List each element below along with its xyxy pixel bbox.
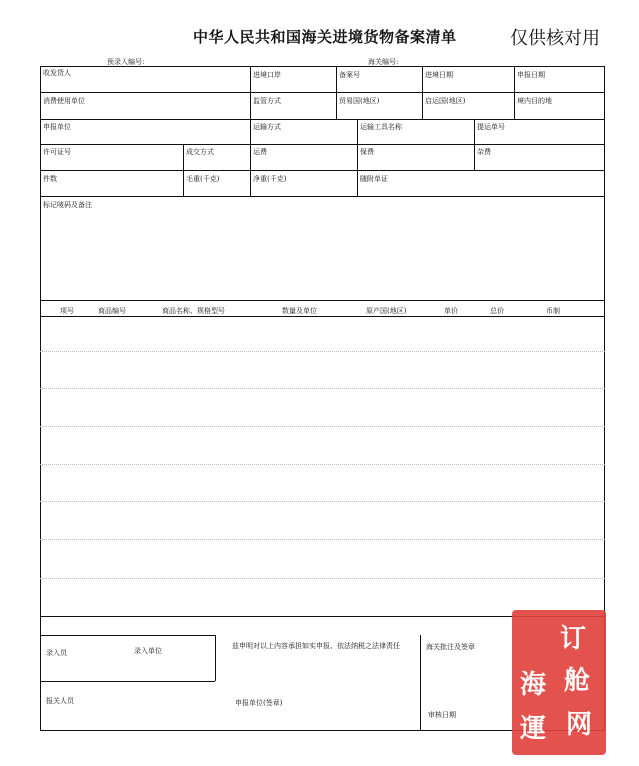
row-divider — [40, 196, 605, 197]
entry-port-label: 进境口岸 — [253, 71, 281, 79]
declare-unit-label: 申报单位 — [43, 123, 71, 131]
insurance-label: 保费 — [360, 148, 374, 156]
customs-no-label: 海关编号: — [368, 58, 399, 66]
entry-date-label: 进境日期 — [425, 71, 453, 79]
col-unit-price: 单价 — [444, 307, 458, 315]
row-divider — [40, 92, 605, 93]
row-divider — [40, 300, 605, 301]
col-divider — [357, 144, 358, 196]
entry-clerk-label: 录入员 — [46, 649, 67, 657]
page-title: 中华人民共和国海关进境货物备案清单 — [193, 28, 457, 46]
declaration-text: 兹申明对以上内容承担如实申报、依法纳税之法律责任 — [232, 642, 400, 650]
col-divider — [474, 144, 475, 170]
col-goods-name: 商品名称、规格型号 — [162, 307, 225, 315]
marks-label: 标记唛码及备注 — [43, 201, 92, 209]
destination-label: 境内目的地 — [517, 97, 552, 105]
col-divider — [420, 635, 421, 731]
col-total-price: 总价 — [490, 307, 504, 315]
pre-entry-no-label: 预录入编号: — [107, 58, 145, 66]
row-divider — [40, 681, 215, 682]
misc-fee-label: 杂费 — [477, 148, 491, 156]
transaction-mode-label: 成交方式 — [186, 148, 214, 156]
attached-docs-label: 随附单证 — [360, 175, 388, 183]
stamp-char: 舱 — [564, 666, 591, 696]
col-divider — [474, 119, 475, 144]
col-divider — [250, 144, 251, 196]
goods-row-divider — [40, 388, 605, 389]
supervision-mode-label: 监管方式 — [253, 97, 281, 105]
row-divider — [40, 635, 215, 636]
seal-stamp — [512, 610, 606, 755]
goods-row-divider — [40, 501, 605, 502]
origin-country-label: 启运国(地区) — [425, 97, 466, 105]
bill-no-label: 提运单号 — [477, 123, 505, 131]
record-no-label: 备案号 — [339, 71, 360, 79]
col-divider — [422, 66, 423, 119]
col-origin: 原产国(地区) — [366, 307, 407, 315]
goods-row-divider — [40, 426, 605, 427]
col-quantity: 数量及单位 — [282, 307, 317, 315]
goods-row-divider — [40, 351, 605, 352]
trade-country-label: 贸易国(地区) — [339, 97, 380, 105]
broker-label: 报关人员 — [46, 697, 74, 705]
gross-weight-label: 毛重(千克) — [186, 175, 220, 183]
col-divider — [215, 635, 216, 681]
review-date-label: 审核日期 — [428, 711, 456, 719]
row-divider — [40, 170, 605, 171]
goods-row-divider — [40, 464, 605, 465]
row-divider — [40, 119, 605, 120]
consignee-label: 收发货人 — [43, 69, 71, 77]
packages-label: 件数 — [43, 175, 57, 183]
consumer-unit-label: 消费使用单位 — [43, 97, 85, 105]
stamp-char: 海 — [520, 670, 547, 700]
transport-name-label: 运输工具名称 — [360, 123, 402, 131]
col-currency: 币制 — [546, 307, 560, 315]
license-no-label: 许可证号 — [43, 148, 71, 156]
col-divider — [250, 66, 251, 119]
watermark-text: 仅供核对用 — [510, 28, 600, 49]
freight-label: 运费 — [253, 148, 267, 156]
col-divider — [250, 119, 251, 144]
stamp-char: 订 — [560, 624, 587, 654]
customs-approval-label: 海关批注及签章 — [426, 643, 475, 651]
row-divider — [40, 144, 605, 145]
declare-date-label: 申报日期 — [517, 71, 545, 79]
goods-row-divider — [40, 539, 605, 540]
col-divider — [357, 119, 358, 144]
col-divider — [514, 66, 515, 119]
stamp-char: 運 — [520, 714, 547, 744]
row-divider — [40, 316, 605, 317]
col-hs-code: 商品编号 — [98, 307, 126, 315]
stamp-char: 网 — [566, 710, 593, 740]
transport-mode-label: 运输方式 — [253, 123, 281, 131]
col-divider — [336, 66, 337, 119]
net-weight-label: 净重(千克) — [253, 175, 287, 183]
col-item-no: 项号 — [60, 307, 74, 315]
entry-unit-label: 录入单位 — [134, 647, 162, 655]
goods-row-divider — [40, 578, 605, 579]
col-divider — [183, 144, 184, 196]
declare-unit-seal-label: 申报单位(签章) — [235, 699, 283, 707]
